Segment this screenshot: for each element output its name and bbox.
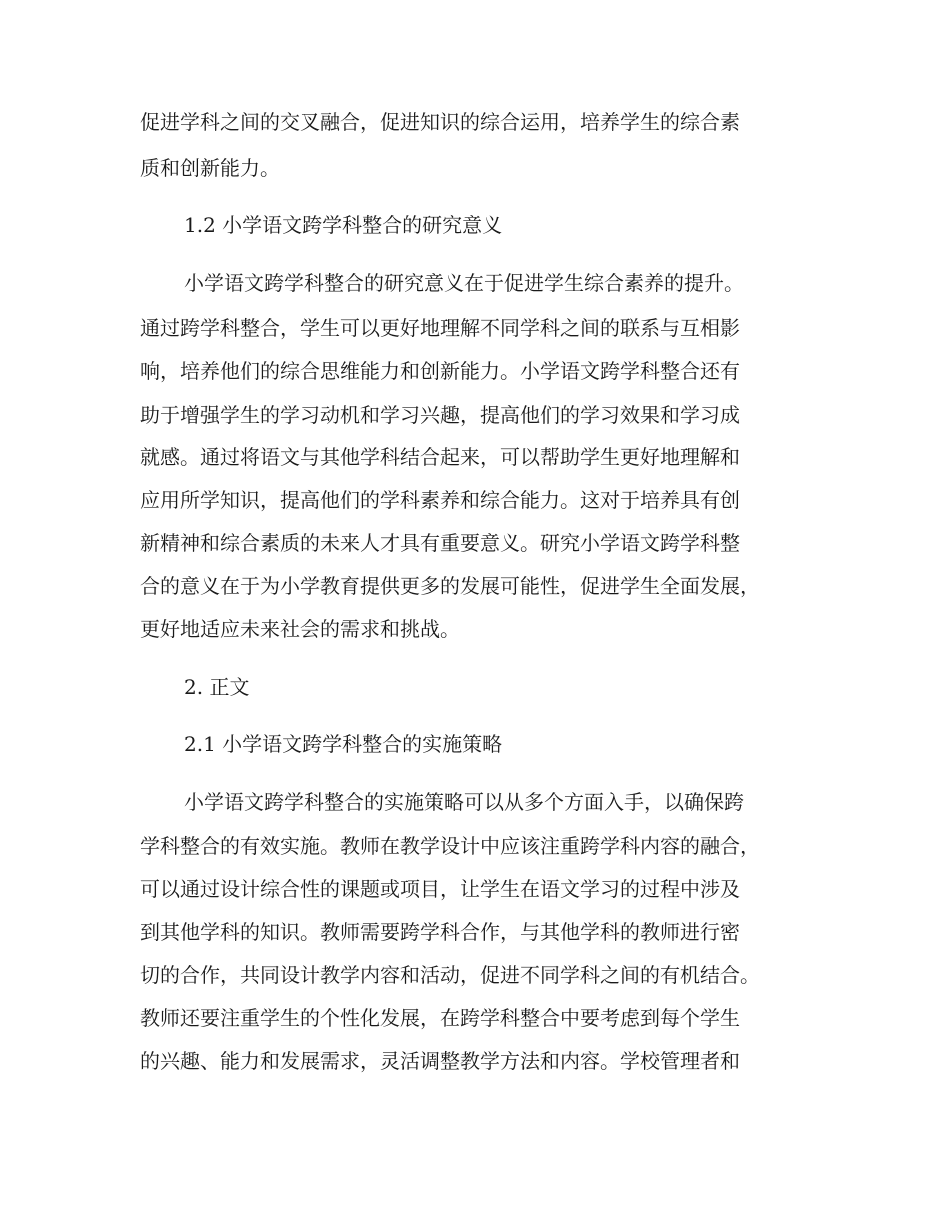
paragraph-line: 切的合作，共同设计教学内容和活动，促进不同学科之间的有机结合。	[140, 963, 760, 987]
section-heading-2: 2. 正文	[184, 675, 250, 699]
paragraph-line: 可以通过设计综合性的课题或项目，让学生在语文学习的过程中涉及	[140, 877, 740, 901]
paragraph-line: 应用所学知识，提高他们的学科素养和综合能力。这对于培养具有创	[140, 488, 740, 512]
paragraph-line: 合的意义在于为小学教育提供更多的发展可能性，促进学生全面发展，	[140, 574, 760, 598]
paragraph-line: 小学语文跨学科整合的研究意义在于促进学生综合素养的提升。	[184, 271, 744, 295]
paragraph-line: 的兴趣、能力和发展需求，灵活调整教学方法和内容。学校管理者和	[140, 1049, 740, 1073]
section-heading-2-1: 2.1 小学语文跨学科整合的实施策略	[184, 732, 503, 756]
paragraph-line: 新精神和综合素质的未来人才具有重要意义。研究小学语文跨学科整	[140, 531, 740, 555]
paragraph-line: 促进学科之间的交叉融合，促进知识的综合运用，培养学生的综合素	[140, 110, 740, 134]
paragraph-line: 教师还要注重学生的个性化发展，在跨学科整合中要考虑到每个学生	[140, 1006, 740, 1030]
paragraph-line: 小学语文跨学科整合的实施策略可以从多个方面入手，以确保跨	[184, 790, 744, 814]
paragraph-line: 助于增强学生的学习动机和学习兴趣，提高他们的学习效果和学习成	[140, 403, 740, 427]
paragraph-line: 到其他学科的知识。教师需要跨学科合作，与其他学科的教师进行密	[140, 920, 740, 944]
paragraph-line: 学科整合的有效实施。教师在教学设计中应该注重跨学科内容的融合，	[140, 834, 760, 858]
paragraph-line: 质和创新能力。	[140, 156, 280, 180]
paragraph-line: 响，培养他们的综合思维能力和创新能力。小学语文跨学科整合还有	[140, 359, 740, 383]
paragraph-line: 就感。通过将语文与其他学科结合起来，可以帮助学生更好地理解和	[140, 445, 740, 469]
paragraph-line: 通过跨学科整合，学生可以更好地理解不同学科之间的联系与互相影	[140, 316, 740, 340]
section-heading-1-2: 1.2 小学语文跨学科整合的研究意义	[184, 213, 503, 237]
paragraph-line: 更好地适应未来社会的需求和挑战。	[140, 617, 460, 641]
